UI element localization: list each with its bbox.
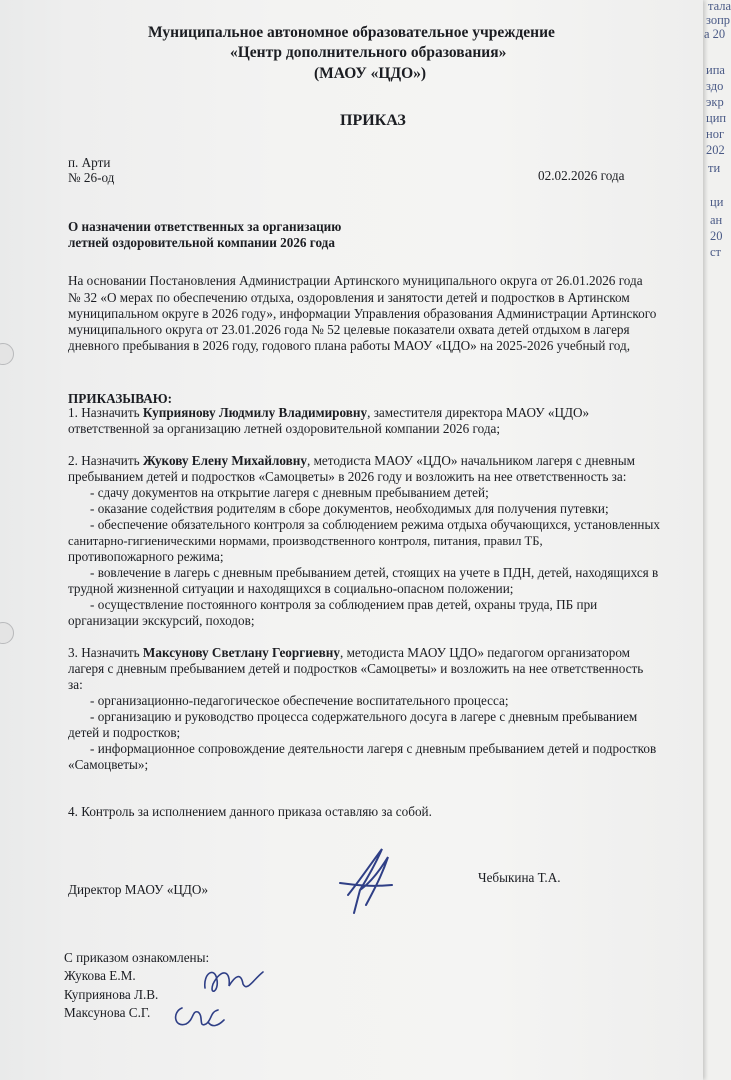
item2-line: трудной жизненной ситуации и находящихся в социально-опасном положении;	[68, 581, 514, 596]
order-number: № 26-од	[68, 170, 115, 185]
director-title: Директор МАОУ «ЦДО»	[68, 882, 209, 897]
item3-line: детей и подростков;	[68, 725, 181, 740]
item2-prefix: 2. Назначить	[68, 453, 143, 468]
item3-line: - организационно-педагогическое обеспечение воспитательного процесса;	[90, 693, 509, 708]
punch-hole	[0, 343, 14, 365]
back-fragment: ци	[710, 195, 724, 209]
back-fragment: 202	[706, 143, 725, 157]
order-date: 02.02.2026 года	[538, 168, 625, 183]
back-fragment: ти	[708, 161, 721, 175]
signature-zhukova	[195, 958, 270, 1003]
acknowledged-label: С приказом ознакомлены:	[64, 950, 210, 965]
item3-line: за:	[68, 677, 83, 692]
subject-line2: летней оздоровительной компании 2026 года	[68, 235, 335, 250]
order-place: п. Арти	[68, 155, 111, 170]
item2-line: санитарно-гигиеническими нормами, производственного контроля, питания, правил ТБ,	[68, 534, 543, 548]
item2-line1	[68, 453, 635, 469]
back-fragment: ан	[710, 213, 723, 227]
item1-role: , заместителя директора МАОУ «ЦДО»	[367, 405, 590, 420]
item2-line: - обеспечение обязательного контроля за соблюдением режима отдыха обучающихся, установленных	[90, 517, 660, 532]
acknowledged-name: Куприянова Л.В.	[64, 987, 159, 1002]
back-fragment: а 20	[704, 27, 726, 41]
item3-person: Максунову Светлану Георгиевну	[142, 645, 340, 660]
item4-line: 4. Контроль за исполнением данного приказа оставляю за собой.	[68, 804, 432, 819]
director-signature	[330, 835, 400, 920]
item2-line: - оказание содействия родителям в сборе документов, необходимых для получения путевки;	[90, 501, 609, 516]
item3-line: - информационное сопровождение деятельности лагеря с дневным пребыванием детей и подростков	[90, 741, 657, 756]
acknowledged-name: Максунова С.Г.	[64, 1005, 151, 1020]
item3-line: лагеря с дневным пребыванием детей и подростков «Самоцветы» и возложить на нее ответственность	[68, 661, 644, 676]
subject-line1: О назначении ответственных за организацию	[68, 219, 342, 234]
org-name-line2: «Центр дополнительного образования»	[230, 44, 507, 61]
item2-role: , методиста МАОУ «ЦДО» начальником лагеря с дневным	[306, 453, 635, 468]
back-fragment: тала	[708, 0, 731, 13]
item2-line: - осуществление постоянного контроля за соблюдением прав детей, охраны труда, ПБ при	[90, 597, 598, 612]
acknowledged-name: Жукова Е.М.	[64, 968, 136, 983]
back-fragment: экр	[706, 95, 724, 109]
preamble-line: муниципальном округе в 2026 году», информации Управления образования Администрации Артинского	[68, 306, 657, 321]
preamble-line: дневного пребывания в 2026 году, годового плана работы МАОУ «ЦДО» на 2025-2026 учебный год,	[68, 338, 631, 353]
item3-prefix: 3. Назначить	[68, 645, 143, 660]
back-fragment: ипа	[706, 63, 725, 77]
item1-line2: ответственной за организацию летней оздоровительной компании 2026 года;	[68, 421, 501, 436]
punch-hole	[0, 622, 14, 644]
org-abbrev: (МАОУ «ЦДО»)	[314, 65, 427, 82]
item3-line1	[68, 645, 630, 661]
item2-person: Жукову Елену Михайловну	[142, 453, 307, 468]
item2-line: - сдачу документов на открытие лагеря с дневным пребыванием детей;	[90, 485, 489, 500]
item2-line: противопожарного режима;	[68, 549, 224, 564]
item2-line: - вовлечение в лагерь с дневным пребыванием детей, стоящих на учете в ПДН, детей, находящихся в	[90, 565, 659, 580]
order-word: ПРИКАЗЫВАЮ:	[68, 391, 172, 406]
director-name: Чебыкина Т.А.	[478, 870, 561, 885]
back-fragment: цип	[706, 111, 727, 125]
preamble-line: № 32 «О мерах по обеспечению отдыха, оздоровления и занятости детей и подростков в Артинском	[68, 290, 630, 305]
preamble-line: На основании Постановления Администрации Артинского муниципального округа от 26.01.2026 года	[68, 273, 643, 288]
signature-maksunova	[168, 1000, 228, 1035]
item2-line: организации экскурсий, походов;	[68, 613, 255, 628]
back-fragment: ног	[706, 127, 725, 141]
item3-role: , методиста МАОУ ЦДО» педагогом организатором	[339, 645, 631, 660]
item3-line: «Самоцветы»;	[68, 757, 149, 772]
org-name-line1: Муниципальное автономное образовательное учреждение	[148, 24, 555, 41]
back-fragment: 20	[710, 229, 723, 243]
item1-line1	[68, 405, 589, 421]
item3-line: - организацию и руководство процесса содержательного досуга в лагере с дневным пребыванием	[90, 709, 638, 724]
item1-prefix: 1. Назначить	[68, 405, 143, 420]
preamble-line: муниципального округа от 23.01.2026 года № 52 целевые показатели охвата детей отдыхом в лагеря	[68, 322, 630, 337]
item1-person: Куприянову Людмилу Владимировну	[142, 405, 368, 420]
item2-line: пребыванием детей и подростков «Самоцветы» в 2026 году и возложить на нее ответственность за:	[68, 469, 627, 484]
back-fragment: зопр	[706, 13, 731, 27]
document-title: ПРИКАЗ	[340, 112, 406, 129]
back-fragment: здо	[706, 79, 724, 93]
back-fragment: ст	[710, 245, 722, 259]
